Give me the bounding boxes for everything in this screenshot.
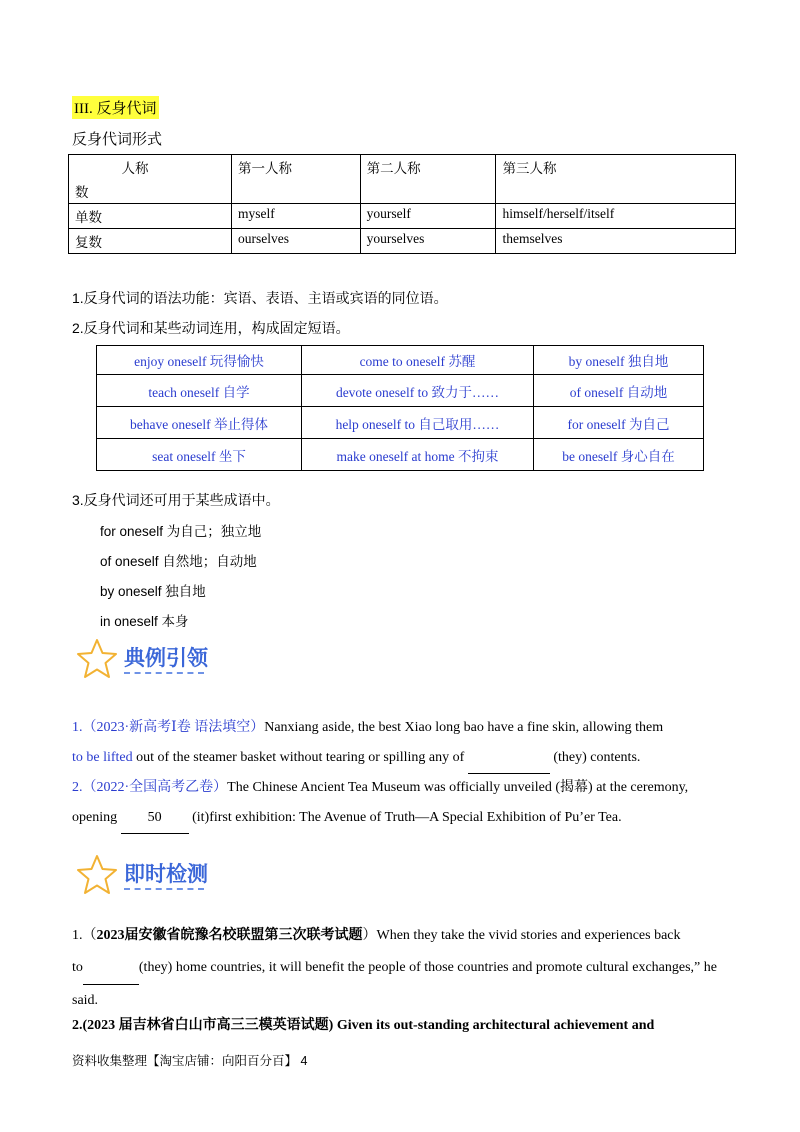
banner-underline <box>124 672 204 674</box>
diagonal-header-cell <box>69 155 232 204</box>
star-icon <box>74 638 120 680</box>
phrase-cell: devote oneself to 致力于…… <box>302 375 534 407</box>
table-cell: themselves <box>496 229 736 254</box>
banner-examples <box>72 636 262 684</box>
corner-person-label: 人称 <box>121 161 149 176</box>
table-cell: yourself <box>360 204 496 229</box>
example-2-source: 2.（2022·全国高考乙卷） <box>72 780 228 795</box>
table-cell: yourselves <box>360 229 496 254</box>
test-1-text: to <box>72 960 83 975</box>
test-1-text: When they take the vivid stories and experiences back <box>376 928 681 943</box>
phrase-cell: come to oneself 苏醒 <box>302 346 534 375</box>
banner-quick-test-title: 即时检测 <box>124 863 208 886</box>
test-1-paren: ） <box>362 928 377 943</box>
idiom-item: for oneself 为自己；独立地 <box>100 524 262 539</box>
section-title: III. 反身代词 <box>72 96 159 119</box>
phrase-cell: seat oneself 坐下 <box>97 439 302 471</box>
test-1-text: (they) home countries, it will benefit the people of those countries and promote cultural exchanges,” he <box>138 960 717 975</box>
idiom-item: by oneself 独自地 <box>100 584 206 599</box>
example-1-text: out of the steamer basket without tearing or spilling any of <box>132 750 468 765</box>
test-1-number: 1.（ <box>72 928 97 943</box>
phrase-cell: behave oneself 举止得体 <box>97 407 302 439</box>
test-1-source: 2023届安徽省皖豫名校联盟第三次联考试题 <box>96 928 363 943</box>
page-footer: 资料收集整理【淘宝店铺：向阳百分百】 4 <box>72 1054 308 1068</box>
banner-underline <box>124 888 204 890</box>
table-row <box>97 407 704 439</box>
example-1 <box>72 713 726 774</box>
table-cell: himself/herself/itself <box>496 204 736 229</box>
example-1-answer: to be lifted <box>72 750 133 765</box>
phrase-cell: teach oneself 自学 <box>97 375 302 407</box>
point-3: 3.反身代词还可用于某些成语中。 <box>72 492 280 508</box>
reflexive-forms-table <box>68 154 736 254</box>
example-2-text: opening <box>72 810 121 825</box>
star-icon <box>74 854 120 896</box>
row-label: 单数 <box>69 204 232 229</box>
example-2-text: (it)first exhibition: The Avenue of Truth—A Special Exhibition of Pu’er Tea. <box>188 810 622 825</box>
table-row <box>97 346 704 375</box>
phrase-cell: be oneself 身心自在 <box>534 439 704 471</box>
forms-label: 反身代词形式 <box>72 132 163 148</box>
banner-examples-title: 典例引领 <box>124 647 208 670</box>
table-row <box>97 439 704 471</box>
idiom-item: of oneself 自然地；自动地 <box>100 554 257 569</box>
test-2-heading: 2.(2023 届吉林省白山市高三三模英语试题) Given its out-standing architectural achievement and <box>72 1018 655 1033</box>
banner-quick-test <box>72 852 262 900</box>
table-row <box>69 204 736 229</box>
point-2: 2.反身代词和某些动词连用，构成固定短语。 <box>72 320 350 336</box>
example-2-text: The Chinese Ancient Tea Museum was officially unveiled (揭幕) at the ceremony, <box>227 780 689 795</box>
header-second-person: 第二人称 <box>360 155 496 204</box>
header-first-person: 第一人称 <box>232 155 361 204</box>
example-1-blank[interactable] <box>468 743 550 774</box>
test-1-text: said. <box>72 993 99 1008</box>
table-cell: ourselves <box>232 229 361 254</box>
table-cell: myself <box>232 204 361 229</box>
test-1-blank[interactable] <box>83 952 139 985</box>
example-1-text: Nanxiang aside, the best Xiao long bao have a fine skin, allowing them <box>264 720 664 735</box>
table-header-row <box>69 155 736 204</box>
example-1-source: 1.（2023·新高考Ⅰ卷 语法填空） <box>72 720 265 735</box>
table-row <box>69 229 736 254</box>
example-2-blank-answer[interactable]: 50 <box>121 803 189 834</box>
phrase-cell: enjoy oneself 玩得愉快 <box>97 346 302 375</box>
phrase-cell: of oneself 自动地 <box>534 375 704 407</box>
phrase-cell: by oneself 独自地 <box>534 346 704 375</box>
point-1: 1.反身代词的语法功能：宾语、表语、主语或宾语的同位语。 <box>72 290 448 306</box>
phrases-table <box>96 345 704 471</box>
phrase-cell: help oneself to 自己取用…… <box>302 407 534 439</box>
test-1 <box>72 920 726 1017</box>
table-row <box>97 375 704 407</box>
row-label: 复数 <box>69 229 232 254</box>
example-2 <box>72 773 726 834</box>
idiom-item: in oneself 本身 <box>100 614 189 629</box>
phrase-cell: for oneself 为自己 <box>534 407 704 439</box>
example-1-text: (they) contents. <box>549 750 641 765</box>
header-third-person: 第三人称 <box>496 155 736 204</box>
corner-number-label: 数 <box>75 185 89 200</box>
phrase-cell: make oneself at home 不拘束 <box>302 439 534 471</box>
